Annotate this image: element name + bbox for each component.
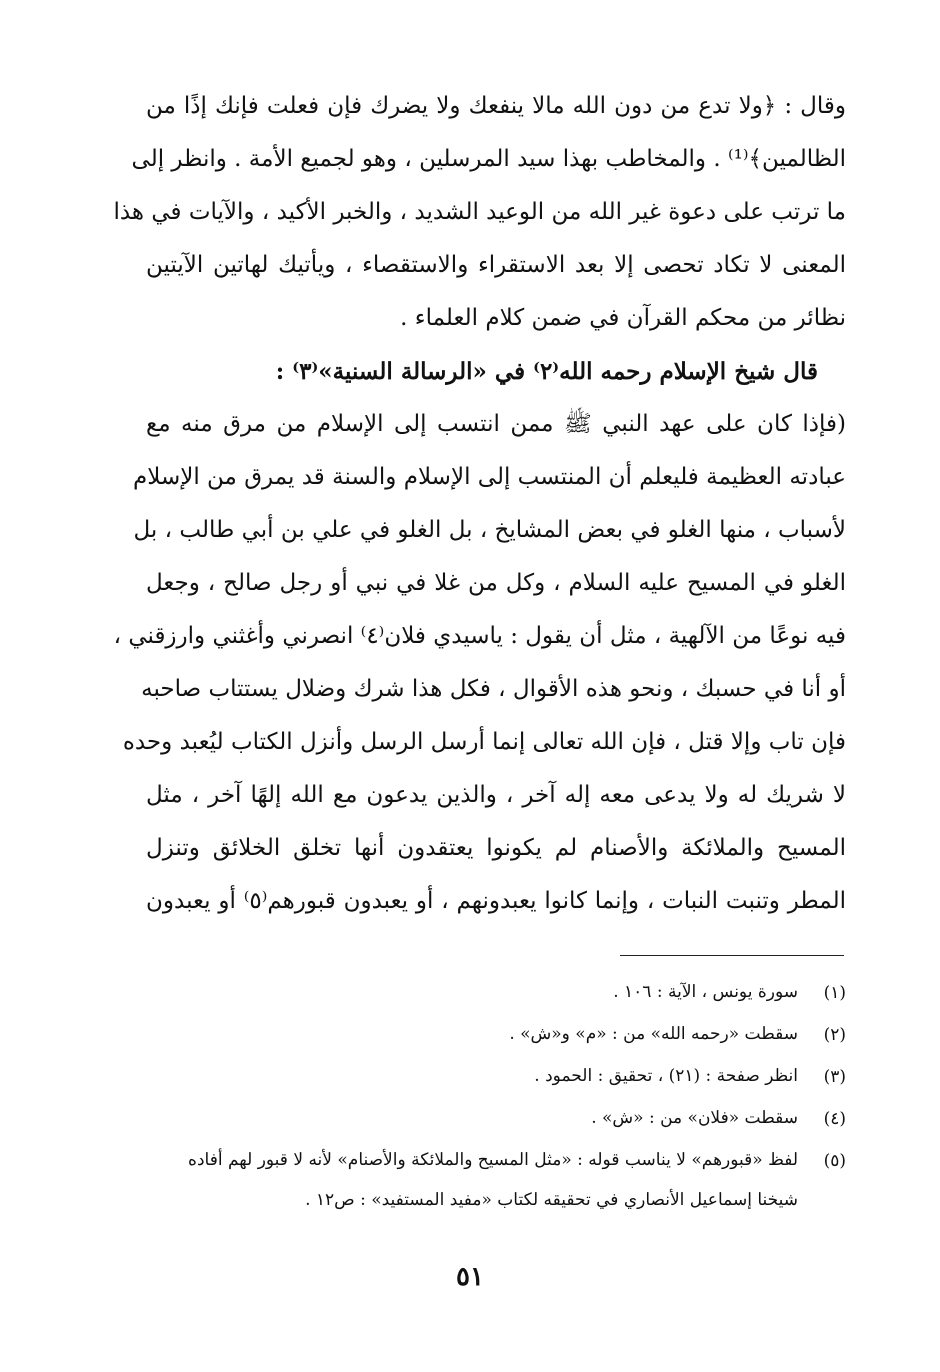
quote-line: المسيح والملائكة والأصنام لم يكونوا يعتقدون أنها تخلق الخلائق وتنزل <box>146 835 846 861</box>
footnote-item <box>146 972 846 1014</box>
footnote-number: (٥) <box>823 1151 846 1171</box>
body-line: وقال : ﴿ولا تدع من دون الله مالا ينفعك ولا يضرك فإن فعلت فإنك إذًا من <box>146 93 846 119</box>
quote-line: أو أنا في حسبك ، ونحو هذه الأقوال ، فكل هذا شرك وضلال يستتاب صاحبه <box>141 676 846 702</box>
quote-line: فإن تاب وإلا قتل ، فإن الله تعالى إنما أرسل الرسل وأنزل الكتاب ليُعبد وحده <box>122 729 846 755</box>
quote-line: عبادته العظيمة فليعلم أن المنتسب إلى الإسلام والسنة قد يمرق من الإسلام <box>133 464 846 490</box>
quote-line: الغلو في المسيح عليه السلام ، وكل من غلا في نبي أو رجل صالح ، وجعل <box>146 570 846 596</box>
footnote-text: انظر صفحة : (٢١) ، تحقيق : الحمود . <box>534 1066 798 1086</box>
quote-line: المطر وتنبت النبات ، وإنما كانوا يعبدونهم ، أو يعبدون قبورهم⁽٥⁾ أو يعبدون <box>146 888 846 914</box>
footnote-number: (٤) <box>823 1109 846 1129</box>
footnote-item <box>146 1014 846 1056</box>
quote-line: لا شريك له ولا يدعى معه إله آخر ، والذين يدعون مع الله إلهًا آخر ، مثل <box>146 782 846 808</box>
footnote-number: (٣) <box>823 1067 846 1087</box>
main-text <box>113 80 846 928</box>
body-line: المعنى لا تكاد تحصى إلا بعد الاستقراء والاستقصاء ، ويأتيك لهاتين الآيتين <box>146 252 846 278</box>
quote-line: فيه نوعًا من الآلهية ، مثل أن يقول : ياسيدي فلان⁽٤⁾ انصرني وأغثني وارزقني ، <box>113 623 846 649</box>
body-line: ما ترتب على دعوة غير الله من الوعيد الشديد ، والخبر الأكيد ، والآيات في هذا <box>113 199 846 225</box>
page-number: ٥١ <box>456 1262 484 1292</box>
footnote-text: لفظ «قبورهم» لا يناسب قوله : «مثل المسيح والملائكة والأصنام» لأنه لا قبور لهم أفاده شيخنا إسماعيل الأنصاري في تحقيقه لكتاب «مفيد المستفيد» : ص١٢ . <box>188 1150 798 1210</box>
footnote-divider <box>620 955 844 956</box>
footnote-item <box>146 1140 846 1220</box>
quote-line: لأسباب ، منها الغلو في بعض المشايخ ، بل الغلو في علي بن أبي طالب ، بل <box>133 517 846 543</box>
body-line: نظائر من محكم القرآن في ضمن كلام العلماء . <box>400 305 846 331</box>
body-line: الظالمين﴾⁽¹⁾ . والمخاطب بهذا سيد المرسلين ، وهو لجميع الأمة . وانظر إلى <box>131 146 846 172</box>
footnote-number: (١) <box>823 983 846 1003</box>
footnote-text: سورة يونس ، الآية : ١٠٦ . <box>613 982 798 1002</box>
footnote-item <box>146 1098 846 1140</box>
section-heading: قال شيخ الإسلام رحمه الله⁽٢⁾ في «الرسالة السنية»⁽٣⁾ : <box>275 358 818 385</box>
quote-line: (فإذا كان على عهد النبي ﷺ ممن انتسب إلى الإسلام من مرق منه مع <box>146 411 846 437</box>
footnote-number: (٢) <box>823 1025 846 1045</box>
footnotes <box>146 972 846 1220</box>
footnote-text: سقطت «فلان» من : «ش» . <box>591 1108 798 1128</box>
footnote-text: سقطت «رحمه الله» من : «م» و«ش» . <box>509 1024 798 1044</box>
footnote-item <box>146 1056 846 1098</box>
